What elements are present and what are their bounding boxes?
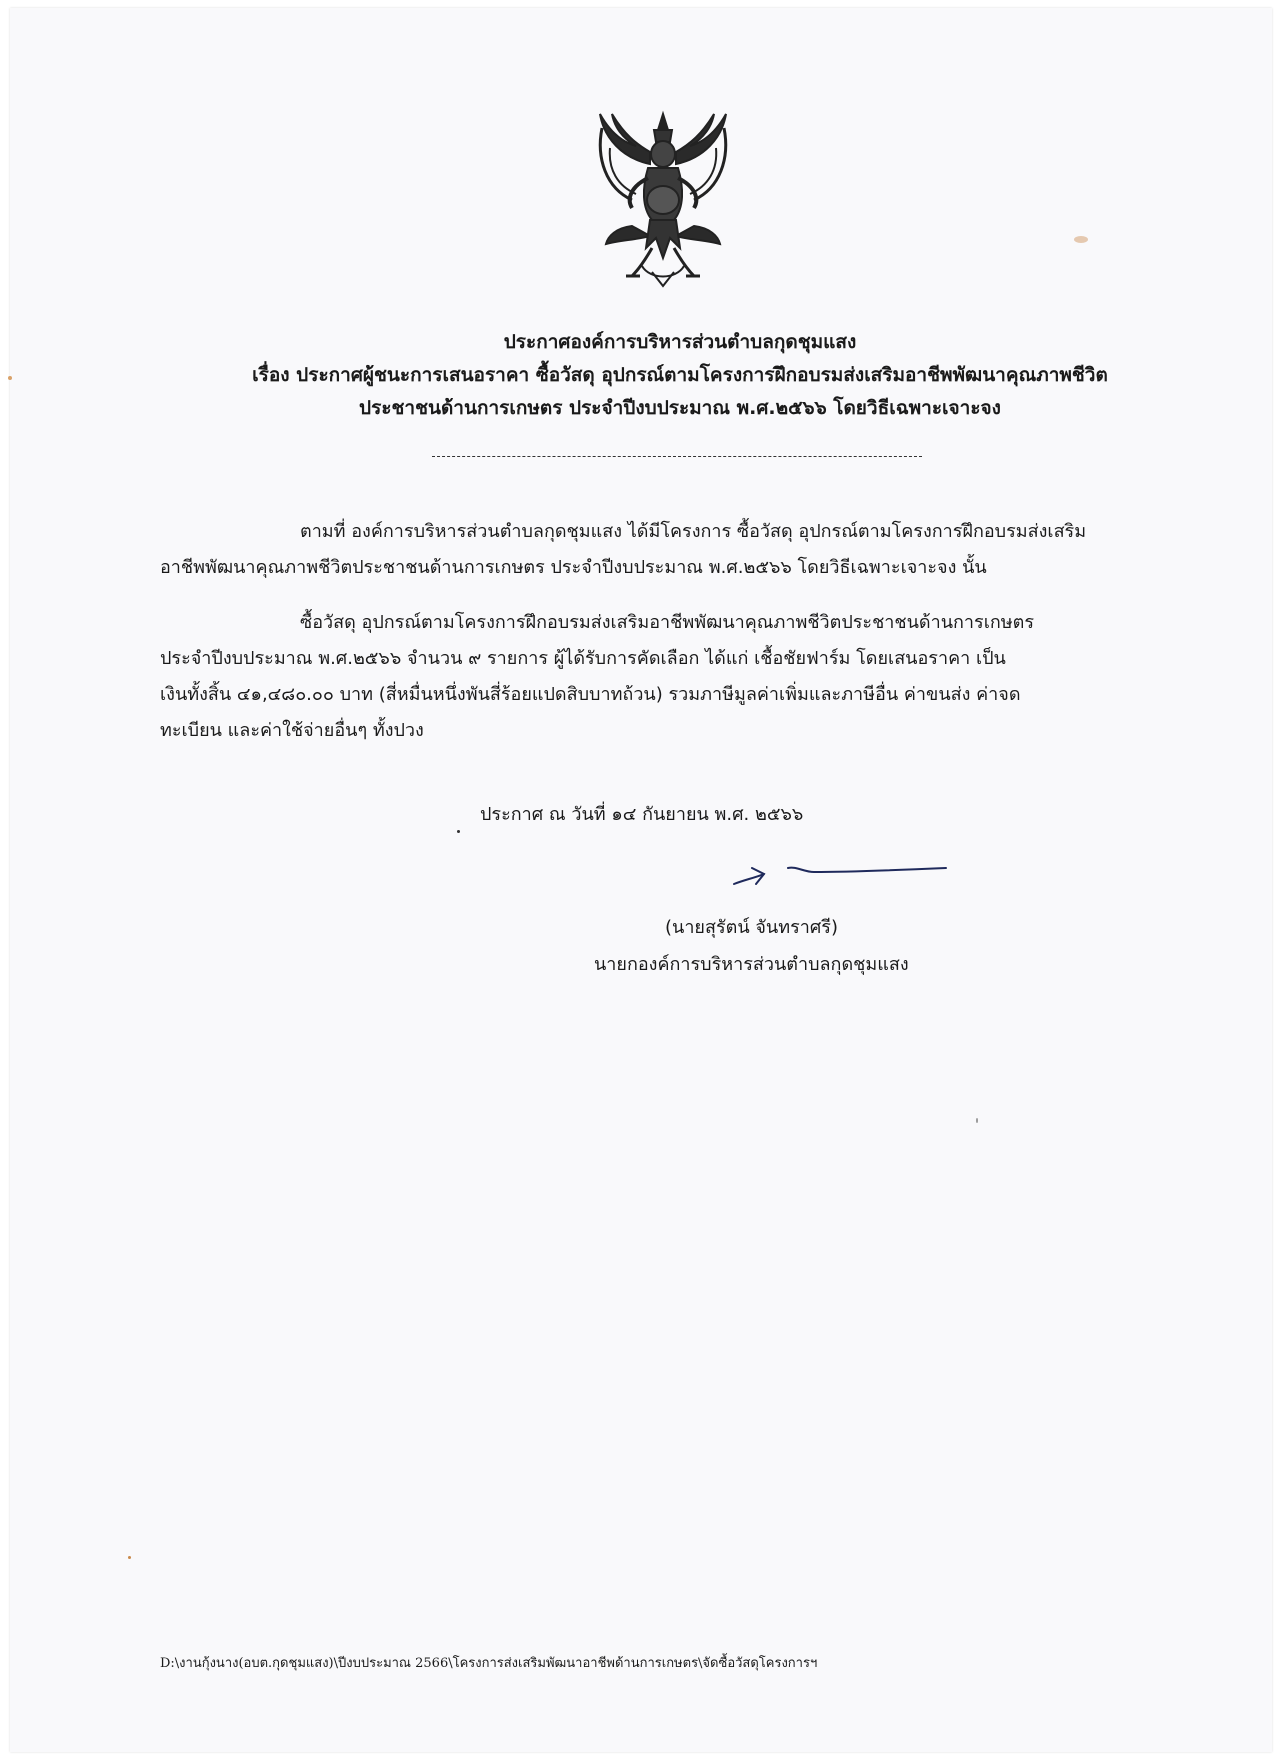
paper-speck [8,376,12,380]
garuda-emblem-icon [592,108,734,290]
paragraph-award [160,605,1200,749]
paper-speck [128,1556,131,1559]
announcement-title: ประกาศองค์การบริหารส่วนตำบลกุดชุมแสง [503,331,857,353]
paragraph-background [160,514,1200,586]
announcement-date: ประกาศ ณ วันที่ ๑๔ กันยายน พ.ศ. ๒๕๖๖ [480,804,804,825]
paragraph-line: ซื้อวัสดุ อุปกรณ์ตามโครงการฝึกอบรมส่งเสริมอาชีพพัฒนาคุณภาพชีวิตประชาชนด้านการเกษตร [300,612,1034,633]
header-divider [432,456,922,457]
paragraph-line: อาชีพพัฒนาคุณภาพชีวิตประชาชนด้านการเกษตร ประจำปีงบประมาณ พ.ศ.๒๕๖๖ โดยวิธีเฉพาะเจาะจง นั้น [160,557,987,578]
paragraph-line: เงินทั้งสิ้น ๔๑,๔๘๐.๐๐ บาท (สี่หมื่นหนึ่งพันสี่ร้อยแปดสิบบาทถ้วน) รวมภาษีมูลค่าเพิ่มและภาษีอื่น ค่าขนส่ง ค่าจด [160,684,1021,705]
announcement-subject: เรื่อง ประกาศผู้ชนะการเสนอราคา ซื้อวัสดุ อุปกรณ์ตามโครงการฝึกอบรมส่งเสริมอาชีพพัฒนาคุณภาพชีวิต [252,364,1108,386]
signatory-title: นายกองค์การบริหารส่วนตำบลกุดชุมแสง [594,954,909,975]
document-page [10,8,1272,1752]
handwritten-signature [730,858,950,898]
signatory-name: (นายสุรัตน์ จันทราศรี) [665,917,838,938]
paragraph-line: ตามที่ องค์การบริหารส่วนตำบลกุดชุมแสง ได้มีโครงการ ซื้อวัสดุ อุปกรณ์ตามโครงการฝึกอบรมส่งเสริม [300,521,1087,542]
paragraph-line: ประจำปีงบประมาณ พ.ศ.๒๕๖๖ จำนวน ๙ รายการ ผู้ได้รับการคัดเลือก ได้แก่ เชื้อชัยฟาร์ม โดยเสนอราคา เป็น [160,648,1006,669]
footer-file-path: D:\งานกุ้งนาง(อบต.กุดชุมแสง)\ปีงบประมาณ 2566\โครงการส่งเสริมพัฒนาอาชีพด้านการเกษตร\จัดซื้อวัสดุโครงการฯ [160,1656,818,1671]
paper-speck [1074,236,1088,243]
paragraph-line: ทะเบียน และค่าใช้จ่ายอื่นๆ ทั้งปวง [160,720,424,741]
paper-speck [457,830,460,833]
paper-speck [976,1118,978,1123]
announcement-subject-continued: ประชาชนด้านการเกษตร ประจำปีงบประมาณ พ.ศ.๒๕๖๖ โดยวิธีเฉพาะเจาะจง [359,397,1001,419]
